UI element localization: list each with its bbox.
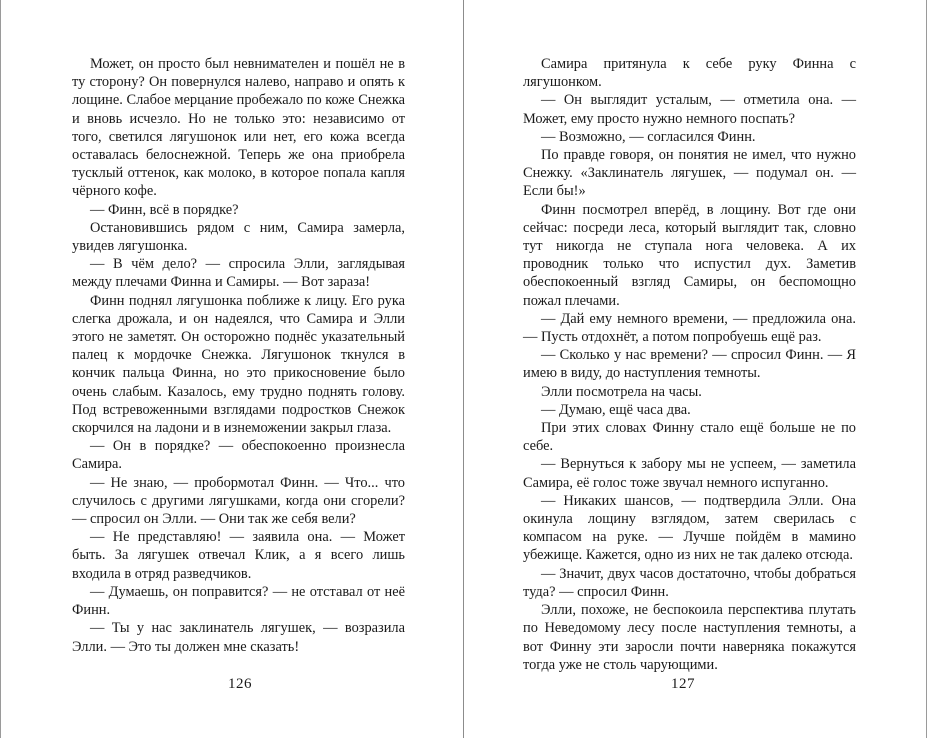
paragraph: — Сколько у нас времени? — спросил Финн. — Я имею в виду, до наступления темноты.	[523, 347, 856, 382]
paragraph: — Финн, всё в порядке?	[90, 201, 239, 218]
left-page-text	[72, 55, 405, 656]
paragraph: — Он в порядке? — обеспокоенно произнесла Самира.	[72, 438, 405, 473]
paragraph: — Возможно, — согласился Финн.	[541, 128, 756, 145]
paragraph: — Не знаю, — пробормотал Финн. — Что... что случилось с другими лягушками, когда они сгорели? — спросил он Элли. — Они так же себя вели?	[72, 474, 405, 528]
paragraph: — Дай ему немного времени, — предложила она. — Пусть отдохнёт, а потом попробуешь ещё раз.	[523, 310, 856, 346]
paragraph: — Думаешь, он поправится? — не отставал от неё Финн.	[72, 583, 405, 619]
right-page	[464, 0, 927, 738]
paragraph: Элли посмотрела на часы.	[541, 383, 702, 400]
paragraph: — Никаких шансов, — подтвердила Элли. Она окинула лощину взглядом, затем сверилась с компасом на руке. — Лучше пойдём в мамино убежище. Кажется, одно из них не так далеко отсюда.	[523, 492, 856, 564]
paragraph: Может, он просто был невнимателен и пошёл не в ту сторону? Он повернулся налево, направо и опять к лощине. Слабое мерцание пробежало по коже Снежка и вновь исчезло. Но не только это: независимо от того, светился лягушонок или нет, его кожа всегда оставалась белоснежной. Теперь же она приобрела тусклый оттенок, как молоко, в которое попала капля чёрного кофе.	[72, 56, 405, 200]
paragraph: Остановившись рядом с ним, Самира замерла, увидев лягушонка.	[72, 219, 405, 255]
paragraph: Элли, похоже, не беспокоила перспектива плутать по Неведомому лесу после наступления темноты, а вот Финну эти заросли почти наверняка покажутся тогда уже не столь чарующими.	[523, 602, 856, 673]
paragraph: Финн посмотрел вперёд, в лощину. Вот где они сейчас: посреди леса, который выглядит так, словно тут никогда не ступала нога человека. А их проводник только что испустил дух. Заметив обеспокоенный взгляд Самиры, он беспомощно пожал плечами.	[523, 201, 856, 309]
right-page-text	[523, 55, 856, 674]
page-number-right: 127	[671, 676, 695, 692]
paragraph: — Вернуться к забору мы не успеем, — заметила Самира, её голос тоже звучал немного испуганно.	[523, 456, 856, 491]
paragraph: — В чём дело? — спросила Элли, заглядывая между плечами Финна и Самиры. — Вот зараза!	[72, 256, 405, 291]
paragraph: — Думаю, ещё часа два.	[541, 401, 691, 418]
page-number-left: 126	[228, 676, 252, 692]
paragraph: Самира притянула к себе руку Финна с лягушонком.	[523, 56, 856, 91]
paragraph: — Значит, двух часов достаточно, чтобы добраться туда? — спросил Финн.	[523, 565, 856, 600]
left-page	[0, 0, 463, 738]
paragraph: — Ты у нас заклинатель лягушек, — возразила Элли. — Это ты должен мне сказать!	[72, 620, 405, 655]
paragraph: Финн поднял лягушонка поближе к лицу. Его рука слегка дрожала, и он надеялся, что Самира и Элли этого не заметят. Он осторожно поднёс указательный палец к мордочке Снежка. Лягушонок ткнулся в кончик пальца Финна, но это прикосновение было очень слабым. Казалось, ему трудно поднять голову. Под встревоженными взглядами подростков Снежок скорчился на ладони и в изнеможении закрыл глаза.	[72, 292, 405, 437]
paragraph: — Он выглядит усталым, — отметила она. — Может, ему просто нужно немного поспать?	[523, 92, 856, 127]
paragraph: — Не представляю! — заявила она. — Может быть. За лягушек отвечал Клик, а я всего лишь входила в отряд разведчиков.	[72, 529, 405, 582]
paragraph: При этих словах Финну стало ещё больше не по себе.	[523, 420, 856, 455]
paragraph: По правде говоря, он понятия не имел, что нужно Снежку. «Заклинатель лягушек, — подумал он. — Если бы!»	[523, 147, 856, 200]
